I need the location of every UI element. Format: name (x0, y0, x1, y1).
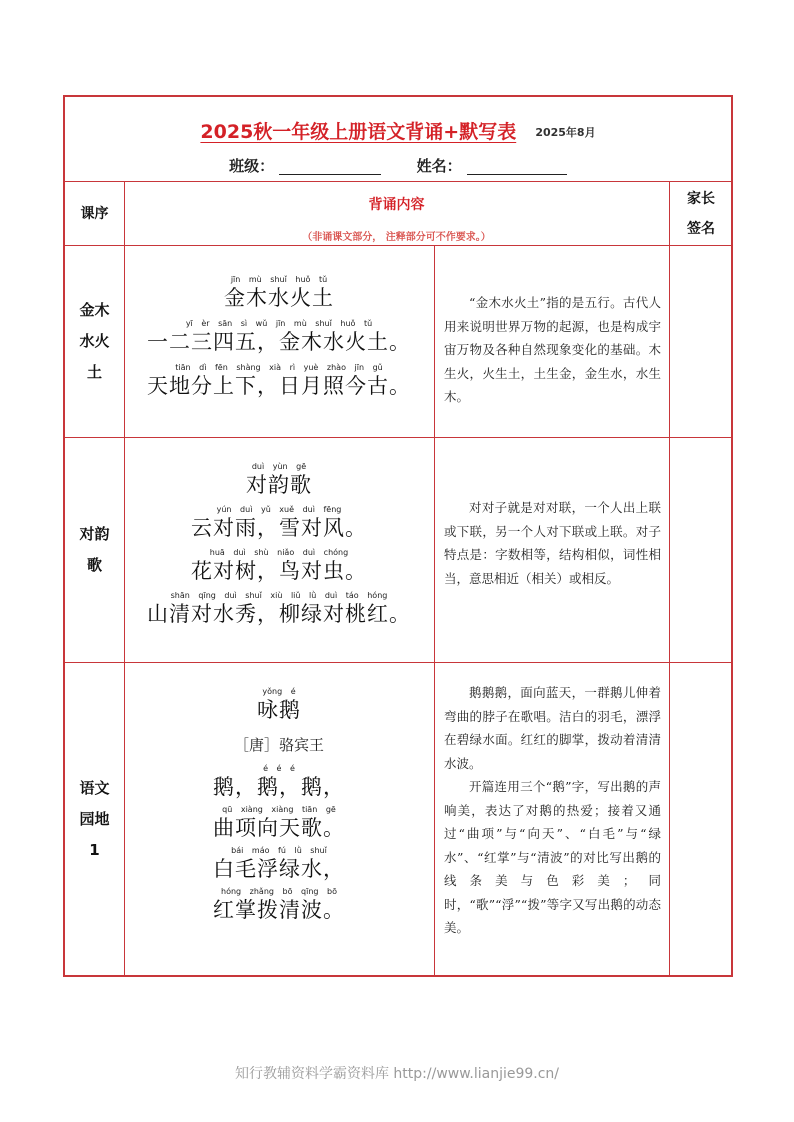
pinyin-line: tiān dì fēn shàng xià rì yuè zhào jīn gǔ (175, 363, 383, 372)
student-fields (65, 155, 731, 176)
poem-title: 咏鹅 (257, 698, 301, 722)
name-label: 姓名： (416, 157, 462, 175)
content-header-title: 背诵内容 (368, 197, 425, 213)
sign-header-line1: 家长 (687, 191, 715, 207)
sign-header-line2: 签名 (687, 221, 715, 237)
poem-line: 鹅，鹅，鹅， (213, 775, 345, 799)
pinyin-line: huā duì shù niǎo duì chóng (209, 548, 349, 557)
pinyin-line: shān qīng duì shuǐ xiù liǔ lǜ duì táo hóng (170, 591, 388, 600)
column-header-sign (669, 181, 733, 245)
pinyin-line: hóng zhǎng bō qīng bō (221, 887, 337, 896)
explanation-text (434, 496, 669, 590)
lesson-line: 歌 (86, 555, 102, 574)
poem-line: 曲项向天歌。 (213, 816, 345, 840)
column-header-course: 课序 (80, 206, 109, 222)
pinyin-line: jīn mù shuǐ huǒ tǔ (230, 275, 328, 284)
pinyin-line: bái máo fú lǜ shuǐ (231, 846, 327, 855)
poem-line: 花对树，鸟对虫。 (191, 559, 367, 583)
explanation-text (434, 291, 669, 409)
table-body (65, 181, 731, 977)
pinyin-line: qū xiàng xiàng tiān gē (222, 805, 336, 814)
lesson-line: 对韵 (79, 524, 110, 543)
divider (65, 437, 731, 438)
content-header-note: （非诵课文部分， 注释部分可不作要求。） (302, 232, 491, 243)
explanation-paragraph: “金木水火土”指的是五行。古代人用来说明世界万物的起源，也是构成宇宙万物及各种自然现象变化的基础。木生火，火生土，土生金，金生水，水生木。 (444, 295, 661, 404)
lesson-line: 水火 (79, 331, 110, 350)
page-title: 2025秋一年级上册语文背诵+默写表 (200, 121, 517, 143)
poem-text (124, 274, 434, 400)
class-label: 班级： (229, 157, 275, 175)
pinyin-line: yī èr sān sì wǔ jīn mù shuǐ huǒ tǔ (185, 319, 373, 328)
lesson-line: 金木 (79, 300, 110, 319)
poem-author: ［唐］骆宾王 (233, 736, 324, 754)
lesson-name (65, 245, 124, 437)
poem-line: 天地分上下，日月照今古。 (147, 374, 411, 398)
pinyin-line: yǒng é (262, 687, 296, 696)
lesson-line: 土 (86, 362, 102, 381)
poem-text (124, 686, 434, 924)
poem-line: 山清对水秀，柳绿对桃红。 (147, 602, 411, 626)
poem-title: 金木水火土 (224, 286, 334, 310)
poem-text (124, 461, 434, 628)
name-field[interactable] (467, 174, 567, 175)
table-header (65, 97, 731, 182)
date-label: 2025年8月 (535, 126, 596, 139)
lesson-name (65, 437, 124, 662)
explanation-paragraph: 对对子就是对对联，一个人出上联或下联，另一个人对下联或上联。对子特点是：字数相等，结构相似，词性相当，意思相近（相关）或相反。 (444, 500, 661, 586)
footer-watermark: 知行教辅资料学霸资料库 http://www.lianjie99.cn/ (234, 1066, 560, 1082)
pinyin-line: é é é (263, 764, 295, 773)
lesson-name (65, 662, 124, 977)
explanation-text (434, 681, 669, 940)
divider (65, 662, 731, 663)
column-header-content (124, 181, 669, 245)
class-field[interactable] (279, 174, 381, 175)
poem-line: 白毛浮绿水， (213, 857, 345, 881)
poem-title: 对韵歌 (246, 473, 312, 497)
recitation-table (63, 95, 733, 977)
poem-line: 红掌拨清波。 (213, 898, 345, 922)
poem-line: 云对雨，雪对风。 (191, 516, 367, 540)
lesson-line: 1 (89, 841, 100, 859)
lesson-line: 语文 (79, 779, 110, 797)
pinyin-line: yún duì yǔ xuě duì fēng (216, 505, 342, 514)
pinyin-line: duì yùn gē (251, 462, 307, 471)
explanation-paragraph: 开篇连用三个“鹅”字，写出鹅的声响美，表达了对鹅的热爱；接着又通过“曲项”与“向天”、“白毛”与“绿水”、“红掌”与“清波”的对比写出鹅的线条美与色彩美；同时，“歌”“浮”“拨”等字又写出鹅的动态美。 (444, 779, 661, 935)
title-row (65, 117, 731, 144)
explanation-paragraph: 鹅鹅鹅，面向蓝天，一群鹅儿伸着弯曲的脖子在歌唱。洁白的羽毛，漂浮在碧绿水面。红红的脚掌，拨动着清清水波。 (444, 685, 661, 771)
poem-line: 一二三四五，金木水火土。 (147, 330, 411, 354)
divider (669, 181, 670, 977)
lesson-line: 园地 (79, 810, 110, 828)
divider (65, 245, 731, 246)
